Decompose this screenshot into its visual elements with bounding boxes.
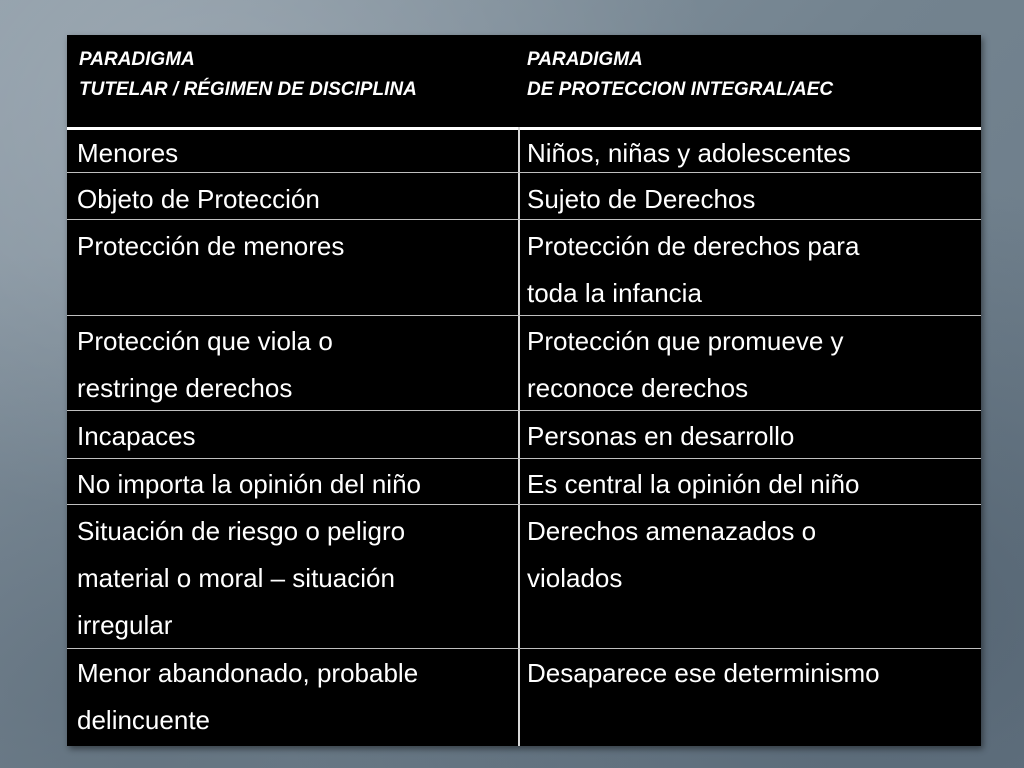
cell-text: Incapaces: [77, 421, 196, 451]
cell-text: toda la infancia: [527, 278, 702, 308]
cell-text: Menor abandonado, probable: [77, 658, 419, 688]
cell-text: irregular: [77, 610, 173, 640]
row-separator: [67, 219, 981, 220]
table-cell-left: [77, 318, 333, 412]
header-line: PARADIGMA: [527, 49, 643, 70]
row-separator: [67, 458, 981, 459]
cell-text: reconoce derechos: [527, 373, 749, 403]
table-cell-right: [527, 461, 859, 508]
cell-text: Niños, niñas y adolescentes: [527, 138, 851, 168]
cell-text: Es central la opinión del niño: [527, 469, 860, 499]
cell-text: restringe derechos: [77, 373, 293, 403]
cell-text: Protección que promueve y: [527, 326, 844, 356]
table-cell-right: [527, 176, 755, 223]
table-cell-right: [527, 413, 794, 460]
cell-text: Sujeto de Derechos: [527, 184, 756, 214]
table-cell-left: [77, 130, 178, 177]
cell-text: Desaparece ese determinismo: [527, 658, 880, 688]
cell-text: Objeto de Protección: [77, 184, 320, 214]
table-header: [67, 35, 981, 130]
table-cell-right: [527, 508, 816, 602]
table-cell-left: [77, 176, 320, 223]
header-line: DE PROTECCION INTEGRAL/AEC: [527, 79, 834, 100]
table-cell-right: [527, 130, 851, 177]
table-cell-right: [527, 318, 844, 412]
table-cell-left: [77, 413, 196, 460]
header-cell-proteccion-integral: [527, 45, 833, 105]
cell-text: Protección que viola o: [77, 326, 333, 356]
cell-text: Protección de derechos para: [527, 231, 860, 261]
row-separator: [67, 504, 981, 505]
row-separator: [67, 315, 981, 316]
table-cell-left: [77, 650, 418, 744]
cell-text: Protección de menores: [77, 231, 345, 261]
table-cell-left: [77, 508, 405, 649]
header-line: TUTELAR / RÉGIMEN DE DISCIPLINA: [79, 79, 417, 100]
table-cell-right: [527, 650, 880, 697]
cell-text: Situación de riesgo o peligro: [77, 516, 406, 546]
header-line: PARADIGMA: [79, 49, 195, 70]
header-cell-tutelar: [79, 45, 417, 105]
cell-text: delincuente: [77, 705, 210, 735]
row-separator: [67, 172, 981, 173]
cell-text: Personas en desarrollo: [527, 421, 795, 451]
row-separator: [67, 648, 981, 649]
cell-text: No importa la opinión del niño: [77, 469, 421, 499]
comparison-table: [67, 35, 981, 746]
table-cell-left: [77, 461, 421, 508]
cell-text: Derechos amenazados o: [527, 516, 817, 546]
table-cell-left: [77, 223, 344, 270]
cell-text: Menores: [77, 138, 179, 168]
cell-text: violados: [527, 563, 623, 593]
table-cell-right: [527, 223, 859, 317]
row-separator: [67, 410, 981, 411]
cell-text: material o moral – situación: [77, 563, 395, 593]
